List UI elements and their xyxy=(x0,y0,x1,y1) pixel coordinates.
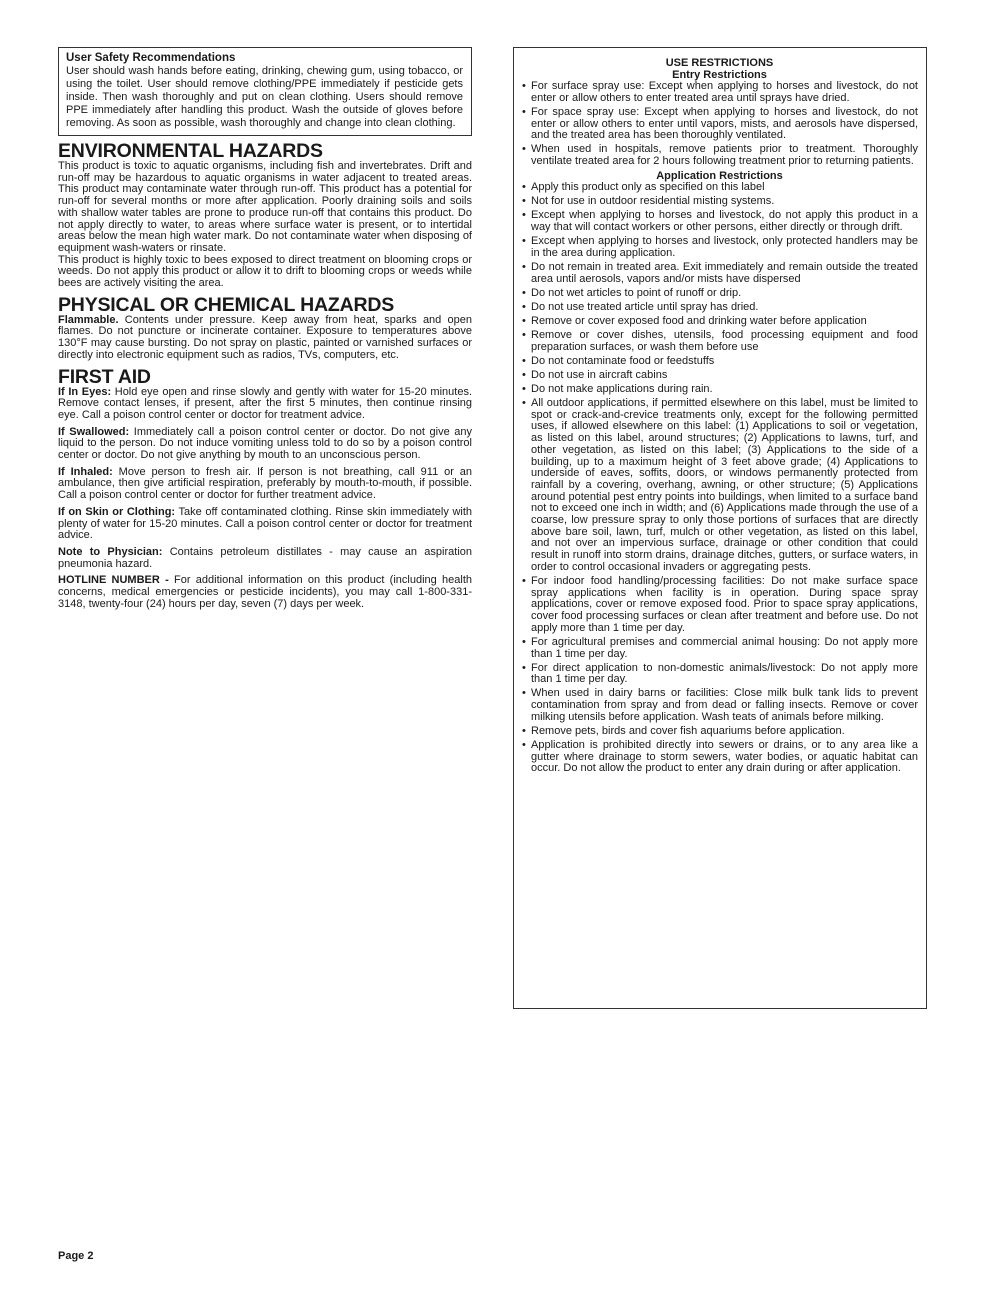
application-restrictions-heading: Application Restrictions xyxy=(656,170,783,183)
physical-hazards-body: Contents under pressure. Keep away from heat, sparks and open flames. Do not puncture or incinerate container. Exposure to temperatures above 130°F may cause bursting. Do not spray on plastic, painted or varnished surfaces or directly into electronic equipment such as radios, TVs, computers, etc. xyxy=(58,313,473,361)
physical-hazards-heading: PHYSICAL OR CHEMICAL HAZARDS xyxy=(58,293,395,316)
entry-restrictions-heading: Entry Restrictions xyxy=(672,69,767,81)
restriction-item: • Apply this product only as specified on this label xyxy=(521,182,918,194)
user-safety-title: User Safety Recommendations xyxy=(66,52,236,64)
restriction-item: • Application is prohibited directly into sewers or drains, or to any area like a gutter where drainage to storm sewers, water bodies, or aquatic habitat can occur. Do not allow the product to enter any drain during or after application. xyxy=(521,740,918,775)
restriction-item: • Do not remain in treated area. Exit immediately and remain outside the treated area until aerosols, vapors and/or mists have dispersed xyxy=(521,262,918,285)
right-column xyxy=(513,47,927,1009)
first-aid-lead: If on Skin or Clothing: xyxy=(58,505,176,518)
first-aid-skin xyxy=(58,507,472,542)
left-column xyxy=(58,47,472,611)
page-number: Page 2 xyxy=(58,1250,94,1262)
user-safety-box xyxy=(58,47,472,136)
restriction-item: • For space spray use: Except when applying to horses and livestock, do not enter or allow others to enter until vapors, mists, and aerosols have dispersed, and the treated area has been thoroughly ventilated. xyxy=(521,107,918,142)
restriction-item: • Do not make applications during rain. xyxy=(521,384,918,396)
restriction-item: • For agricultural premises and commercial animal housing: Do not apply more than 1 time per day. xyxy=(521,637,918,660)
user-safety-text: User should wash hands before eating, drinking, chewing gum, using tobacco, or using the toilet. User should remove clothing/PPE immediately if pesticide gets inside. Then wash thoroughly and put on clean clothing. Users should remove PPE immediately after handling this product. Wash the outside of gloves before removing. As soon as possible, wash thoroughly and change into clean clothing. xyxy=(66,65,463,129)
first-aid-text: Hold eye open and rinse slowly and gently with water for 15-20 minutes. Remove contact lenses, if present, after the first 5 minutes, then continue rinsing eye. Call a poison control center or doctor for treatment advice. xyxy=(58,385,472,421)
environmental-hazards-heading: ENVIRONMENTAL HAZARDS xyxy=(58,140,323,162)
restriction-item: • Remove pets, birds and cover fish aquariums before application. xyxy=(521,726,918,738)
restriction-item: • Remove or cover dishes, utensils, food processing equipment and food preparation surfaces, or wash them before use xyxy=(521,330,918,353)
restriction-item: • For indoor food handling/processing facilities: Do not make surface space spray applications when facility is in operation. During space spray applications, cover or remove exposed food. Prior to space spray applications, cover food processing surfaces or clean after treatment and before use. Do not apply more than 1 time per day. xyxy=(521,576,918,635)
first-aid-text: Take off contaminated clothing. Rinse skin immediately with plenty of water for 15-20 minutes. Call a poison control center or doctor for treatment advice. xyxy=(58,505,473,542)
restriction-item: • All outdoor applications, if permitted elsewhere on this label, must be limited to spot or crack-and-crevice treatments only, except for the following permitted uses, if allowed elsewhere on this label: (1) Applications to soil or vegetation, as listed on this label, around structures; (2) Applications to lawns, turf, and other vegetation, as listed on this label; (3) Applications to the side of a building, up to a maximum height of 3 feet above grade; (4) Applications to underside of eaves, soffits, doors, or windows permanently protected from rainfall by a covering, overhang, awning, or other structure; (5) Applications around potential pest entry points into buildings, when limited to a surface band not to exceed one inch in width; and (6) Applications made through the use of a coarse, low pressure spray to only those portions of surfaces that are directly above bare soil, lawn, turf, mulch or other vegetation, as listed on this label, and not over an impervious surface, drainage or other condition that could result in runoff into storm drains, drainage ditches, gutters, or surface waters, in order to control occasional invaders or aggregating pests. xyxy=(521,398,918,574)
restriction-item: • For direct application to non-domestic animals/livestock: Do not apply more than 1 time per day. xyxy=(521,663,918,686)
restriction-item: • Remove or cover exposed food and drinking water before application xyxy=(521,316,918,328)
restriction-item: • Do not use treated article until spray has dried. xyxy=(521,302,918,314)
use-restrictions-heading: USE RESTRICTIONS xyxy=(665,57,774,69)
first-aid-eyes xyxy=(58,387,472,422)
application-restrictions-list xyxy=(521,182,918,775)
first-aid-lead: Note to Physician: xyxy=(58,545,163,558)
environmental-paragraph-2: This product is highly toxic to bees exposed to direct treatment on blooming crops or weeds. Do not apply this product or allow it to drift to blooming crops or weeds while bees are actively visiting the area. xyxy=(58,253,472,290)
use-restrictions-box xyxy=(513,47,927,1009)
restriction-item: • Do not wet articles to point of runoff or drip. xyxy=(521,288,918,300)
first-aid-text: Immediately call a poison control center or doctor. Do not give any liquid to the person. Do not induce vomiting unless told to do so by a poison control center or doctor. Do not give anything by mouth to an unconscious person. xyxy=(58,425,472,462)
note-to-physician xyxy=(58,547,472,570)
restriction-item: • Do not use in aircraft cabins xyxy=(521,370,918,382)
first-aid-swallowed xyxy=(58,427,472,462)
restriction-item: • Not for use in outdoor residential misting systems. xyxy=(521,196,918,208)
first-aid-lead: HOTLINE NUMBER - xyxy=(58,574,169,587)
restriction-item: • Except when applying to horses and livestock, do not apply this product in a way that will contact workers or other persons, either directly or through drift. xyxy=(521,210,918,233)
first-aid-text: Move person to fresh air. If person is not breathing, call 911 or an ambulance, then give artificial respiration, preferably by mouth-to-mouth, if possible. Call a poison control center or doctor for further treatment advice. xyxy=(58,465,472,502)
restriction-item: • Except when applying to horses and livestock, only protected handlers may be in the area during application. xyxy=(521,236,918,259)
restriction-item: • When used in hospitals, remove patients prior to treatment. Thoroughly ventilate treated area for 2 hours following treatment prior to returning patients. xyxy=(521,144,918,167)
first-aid-lead: If In Eyes: xyxy=(58,385,112,398)
first-aid-text: For additional information on this product (including health concerns, medical emergencies or pesticide incidents), you may call 1-800-331-3148, twenty-four (24) hours per day, seven (7) days per week. xyxy=(58,574,473,610)
first-aid-text: Contains petroleum distillates - may cause an aspiration pneumonia hazard. xyxy=(58,545,472,570)
entry-restrictions-list xyxy=(521,81,918,168)
hotline-number xyxy=(58,575,472,610)
restriction-item: • For surface spray use: Except when applying to horses and livestock, do not enter or allow others to enter treated area until sprays have dried. xyxy=(521,81,918,104)
flammable-label: Flammable. xyxy=(58,313,119,326)
first-aid-lead: If Inhaled: xyxy=(58,465,113,478)
physical-hazards-text xyxy=(58,315,472,362)
first-aid-lead: If Swallowed: xyxy=(58,425,130,438)
environmental-paragraph-1: This product is toxic to aquatic organisms, including fish and invertebrates. Drift and run-off may be hazardous to aquatic organisms in water adjacent to treated areas. This product may contaminate water through run-off. This product has a potential for run-off for several months or more after application. Poorly draining soils and soils with shallow water tables are prone to produce run-off that contains this product. Do not apply directly to water, to areas where surface water is present, or to intertidal areas below the mean high water mark. Do not contaminate water when disposing of equipment wash-waters or rinsate. xyxy=(58,160,472,254)
restriction-item: • Do not contaminate food or feedstuffs xyxy=(521,356,918,368)
first-aid-inhaled xyxy=(58,467,472,502)
first-aid-heading: FIRST AID xyxy=(58,365,151,388)
restriction-item: • When used in dairy barns or facilities: Close milk bulk tank lids to prevent contamination from spray and from dead or falling insects. Remove or cover milking utensils before application. Wash teats of animals before milking. xyxy=(521,688,918,723)
